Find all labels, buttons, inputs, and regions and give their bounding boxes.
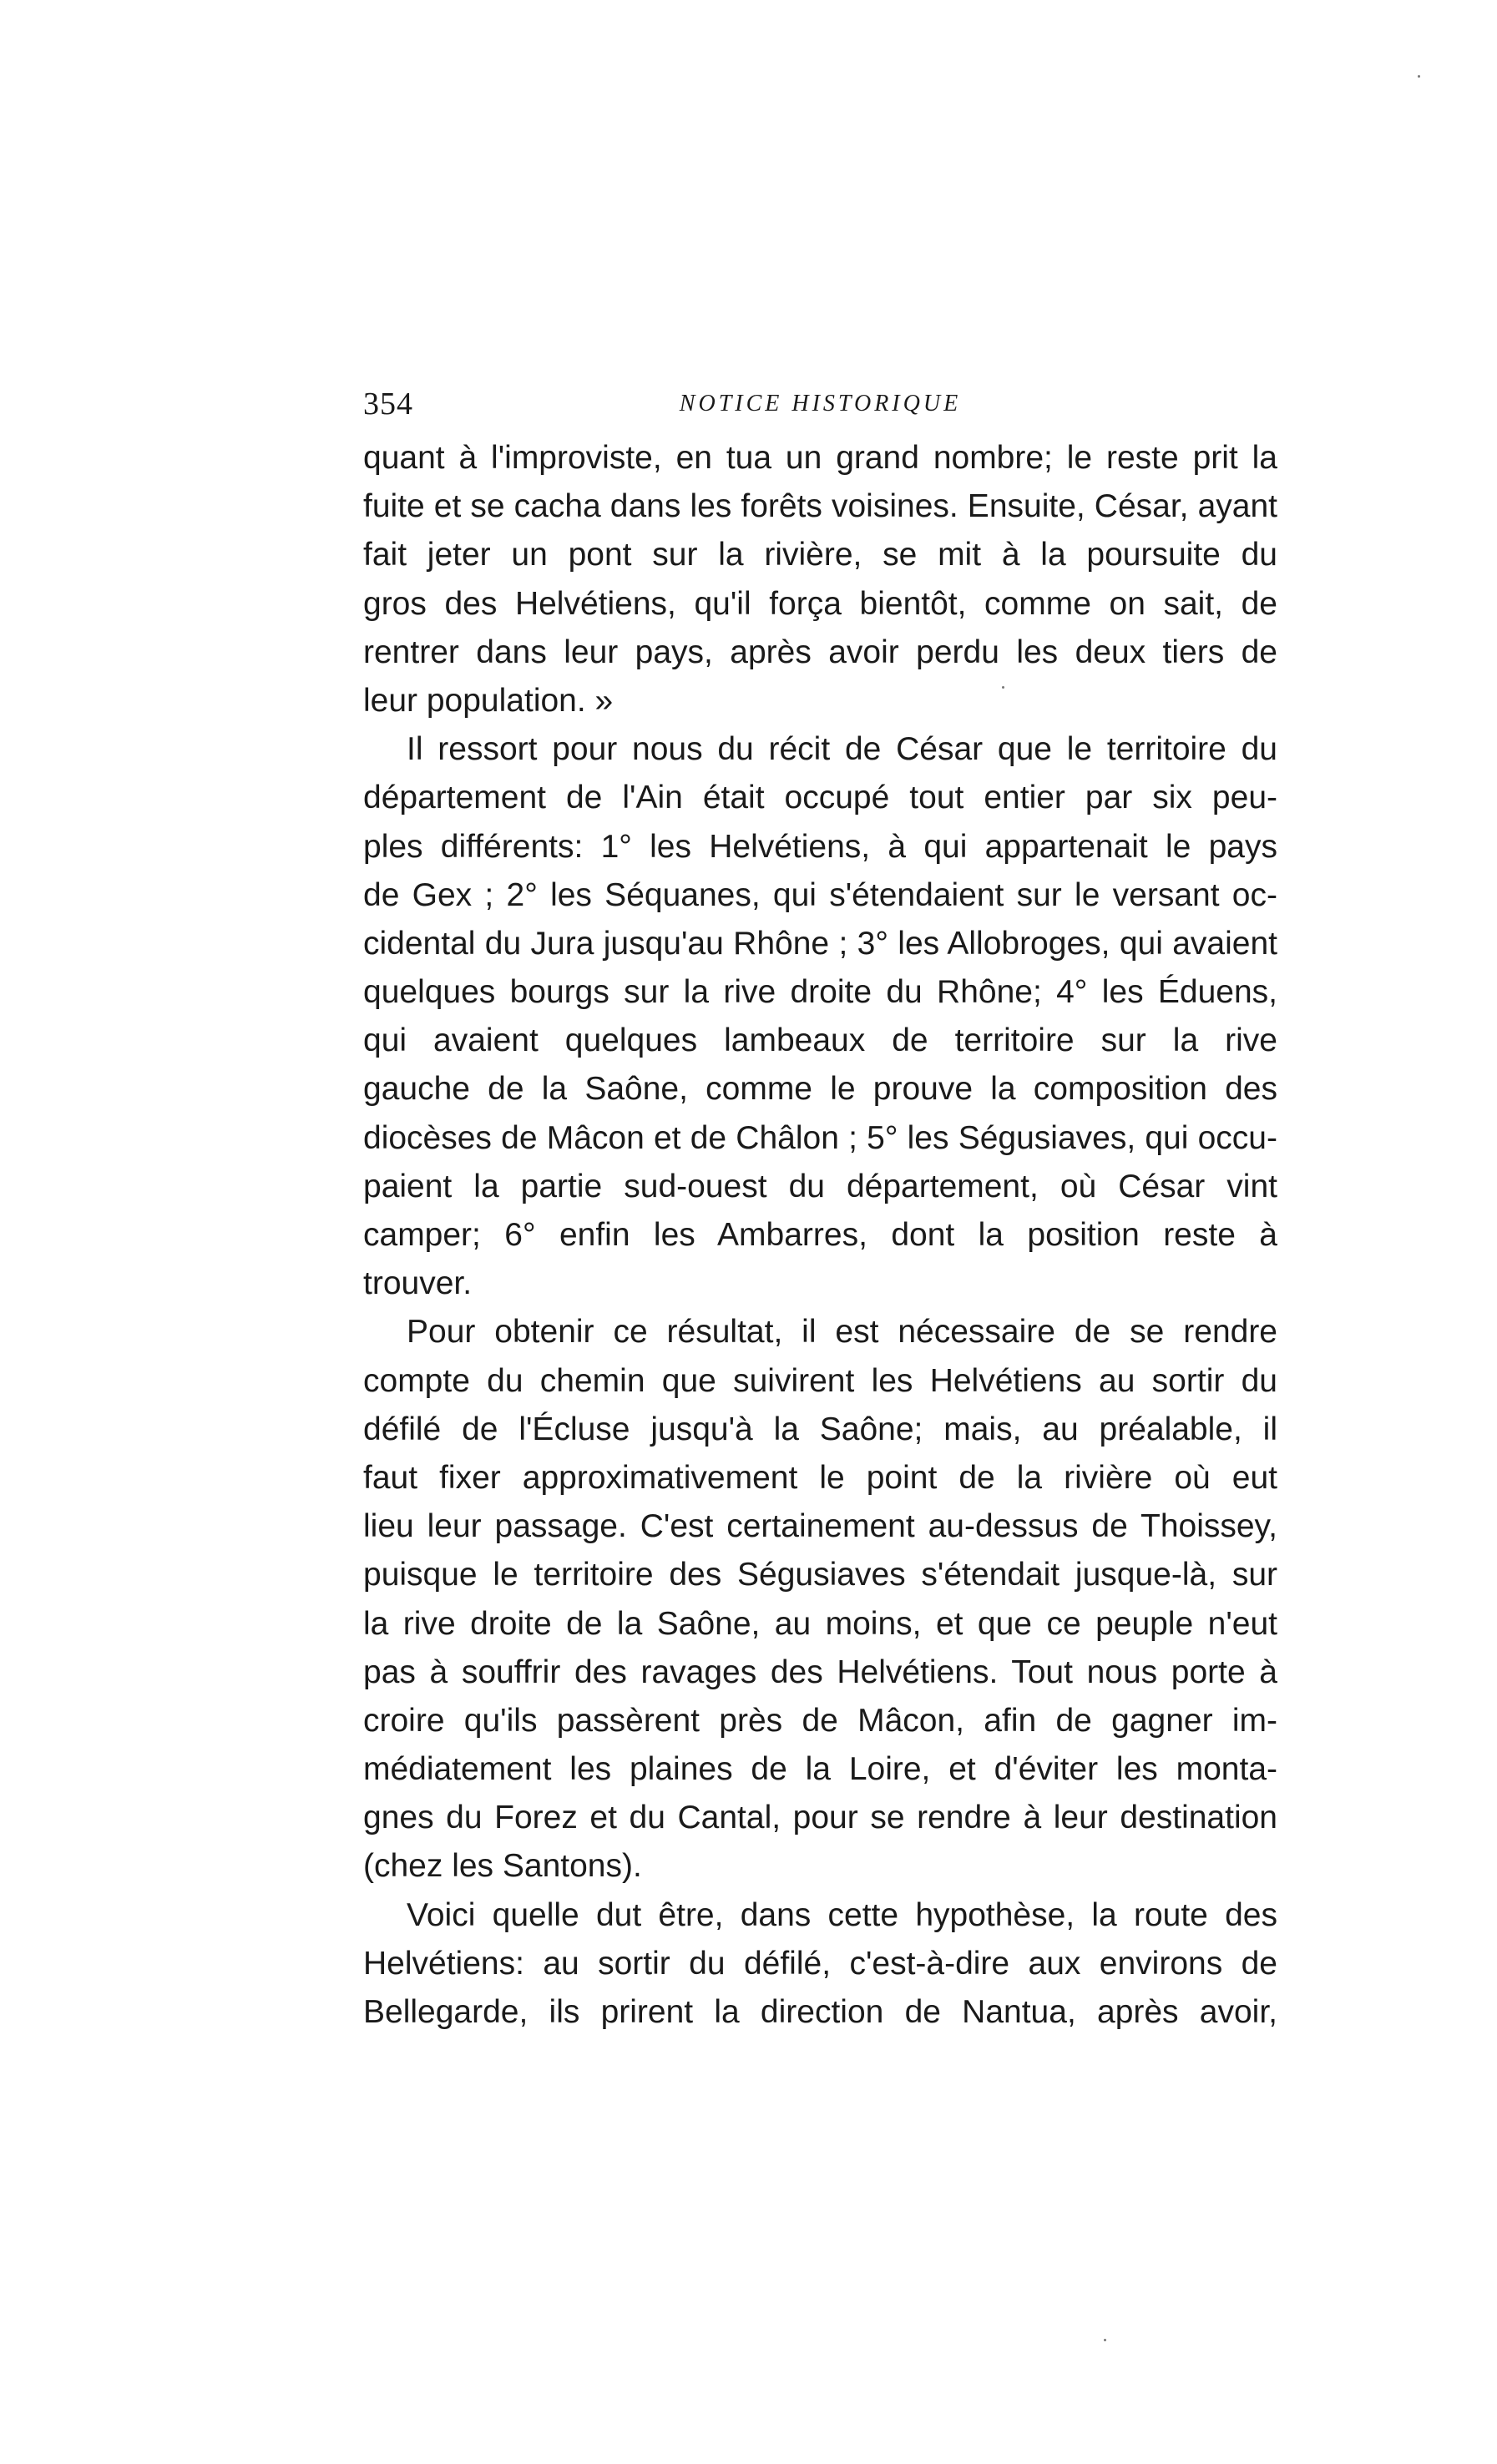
paper-speck (1104, 2339, 1106, 2341)
text-line: quelques bourgs sur la rive droite du Rhône; 4° les Éduens, (363, 974, 1277, 1011)
page-number: 354 (363, 386, 413, 422)
text-line: fait jeter un pont sur la rivière, se mit à la poursuite du (363, 537, 1277, 573)
text-line: gauche de la Saône, comme le prouve la composition des (363, 1071, 1277, 1108)
text-line: diocèses de Mâcon et de Châlon ; 5° les Ségusiaves, qui occu- (363, 1119, 1277, 1156)
text-line: paient la partie sud-ouest du département, où César vint (363, 1168, 1277, 1204)
running-head (363, 386, 1277, 427)
running-title: NOTICE HISTORIQUE (679, 391, 962, 417)
paragraph-2 (363, 725, 1277, 1308)
text-line: défilé de l'Écluse jusqu'à la Saône; mais, au préalable, il (363, 1411, 1277, 1447)
text-line: gros des Helvétiens, qu'il força bientôt, comme on sait, de (363, 585, 1277, 622)
text-line: compte du chemin que suivirent les Helvétiens au sortir du (363, 1362, 1277, 1399)
text-line: croire qu'ils passèrent près de Mâcon, afin de gagner im- (363, 1702, 1277, 1739)
text-line: Voici quelle dut être, dans cette hypothèse, la route des (407, 1896, 1277, 1933)
text-line: Bellegarde, ils prirent la direction de Nantua, après avoir, (363, 1994, 1277, 2030)
paragraph-3 (363, 1308, 1277, 1891)
text-line: Il ressort pour nous du récit de César que le territoire du (407, 731, 1277, 768)
body-text (363, 434, 1277, 2037)
text-line: lieu leur passage. C'est certainement au-dessus de Thoissey, (363, 1508, 1277, 1545)
text-line: rentrer dans leur pays, après avoir perdu les deux tiers de (363, 634, 1277, 670)
paper-speck (1002, 686, 1004, 689)
text-line: ples différents: 1° les Helvétiens, à qui appartenait le pays (363, 828, 1277, 865)
text-line: fuite et se cacha dans les forêts voisines. Ensuite, César, ayant (363, 488, 1277, 525)
paragraph-4 (363, 1891, 1277, 2037)
text-line: trouver. (363, 1265, 473, 1302)
text-line: puisque le territoire des Ségusiaves s'étendait jusque-là, sur (363, 1557, 1277, 1593)
text-line: pas à souffrir des ravages des Helvétiens. Tout nous porte à (363, 1654, 1277, 1690)
text-line: cidental du Jura jusqu'au Rhône ; 3° les Allobroges, qui avaient (363, 925, 1277, 962)
text-line: département de l'Ain était occupé tout entier par six peu- (363, 780, 1277, 816)
paragraph-1 (363, 434, 1277, 725)
text-line: de Gex ; 2° les Séquanes, qui s'étendaient sur le versant oc- (363, 876, 1277, 913)
text-line: faut fixer approximativement le point de la rivière où eut (363, 1459, 1277, 1496)
text-line: leur population. » (363, 682, 614, 719)
text-line: Pour obtenir ce résultat, il est nécessaire de se rendre (407, 1314, 1277, 1351)
text-line: qui avaient quelques lambeaux de territoire sur la rive (363, 1022, 1277, 1059)
text-line: quant à l'improviste, en tua un grand nombre; le reste prit la (363, 440, 1277, 476)
text-line: (chez les Santons). (363, 1848, 642, 1885)
text-line: Helvétiens: au sortir du défilé, c'est-à-dire aux environs de (363, 1945, 1277, 1982)
text-line: médiatement les plaines de la Loire, et d'éviter les monta- (363, 1751, 1277, 1788)
text-line: gnes du Forez et du Cantal, pour se rendre à leur destination (363, 1800, 1277, 1836)
paper-speck (1418, 75, 1420, 78)
text-line: camper; 6° enfin les Ambarres, dont la position reste à (363, 1217, 1277, 1253)
text-line: la rive droite de la Saône, au moins, et que ce peuple n'eut (363, 1605, 1277, 1642)
